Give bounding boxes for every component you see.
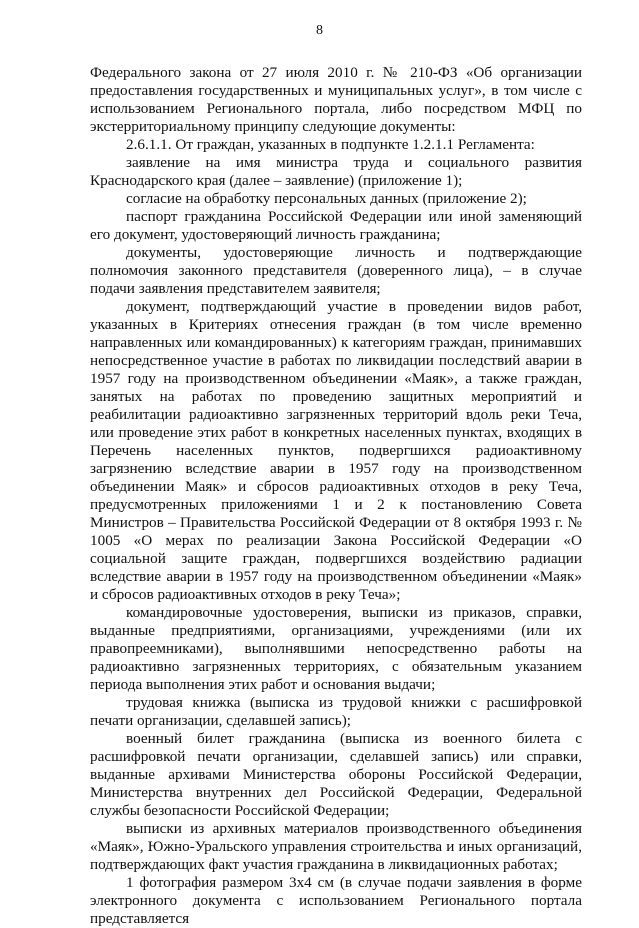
- paragraph-participation-document: документ, подтверждающий участие в проведении видов работ, указанных в Критериях отнесения граждан (в том числе временно направленных или командированных) к категориям граждан, принимавших непосредственное участие в работах по ликвидации последствий аварии в 1957 году на производственном объединении «Маяк», а также граждан, занятых на работах по проведению защитных мероприятий и реабилитации радиоактивно загрязненных территорий вдоль реки Теча, или проведение этих работ в конкретных населенных пунктах, входящих в Перечень населенных пунктов, подвергшихся радиоактивному загрязнению вследствие аварии в 1957 году на производственном объединении Маяк» и сбросов радиоактивных отходов в реку Теча, предусмотренных приложениями 1 и 2 к постановлению Совета Министров – Правительства Российской Федерации от 8 октября 1993 г. № 1005 «О мерах по реализации Закона Российской Федерации «О социальной защите граждан, подвергшихся воздействию радиации вследствие аварии в 1957 году на производственном объединении «Маяк» и сбросов радиоактивных отходов в реку Теча»;: [90, 298, 582, 603]
- paragraph-intro-continuation: Федерального закона от 27 июля 2010 г. № 210-ФЗ «Об организации предоставления государственных и муниципальных услуг», в том числе с использованием Регионального портала, либо посредством МФЦ по экстерриториальному принципу следующие документы:: [90, 64, 582, 135]
- paragraph-business-trip-certificates: командировочные удостоверения, выписки из приказов, справки, выданные предприятиями, организациями, учреждениями (или их правопреемниками), выполнявшими непосредственно работы на радиоактивно загрязненных территориях, с обязательным указанием периода выполнения этих работ и основания выдачи;: [90, 604, 582, 693]
- paragraph-work-record-book: трудовая книжка (выписка из трудовой книжки с расшифровкой печати организации, сделавшей запись);: [90, 694, 582, 729]
- paragraph-representative-documents: документы, удостоверяющие личность и подтверждающие полномочия законного представителя (доверенного лица), – в случае подачи заявления представителем заявителя;: [90, 244, 582, 297]
- paragraph-subsection-2-6-1-1: 2.6.1.1. От граждан, указанных в подпункте 1.2.1.1 Регламента:: [126, 136, 535, 153]
- paragraph-archive-extracts: выписки из архивных материалов производственного объединения «Маяк», Южно-Уральского управления строительства и иных организаций, подтверждающих факт участия гражданина в ликвидационных работах;: [90, 820, 582, 873]
- paragraph-photograph: 1 фотография размером 3х4 см (в случае подачи заявления в форме электронного документа с использованием Регионального портала представляется: [90, 874, 582, 927]
- paragraph-application: заявление на имя министра труда и социального развития Краснодарского края (далее – заявление) (приложение 1);: [90, 154, 582, 189]
- paragraph-passport: паспорт гражданина Российской Федерации или иной заменяющий его документ, удостоверяющий личность гражданина;: [90, 208, 582, 243]
- page-number: 8: [316, 23, 323, 38]
- paragraph-personal-data-consent: согласие на обработку персональных данных (приложение 2);: [126, 190, 527, 207]
- document-body: [90, 64, 582, 928]
- paragraph-military-id: военный билет гражданина (выписка из военного билета с расшифровкой печати организации, сделавшей запись) или справки, выданные архивами Министерства обороны Российской Федерации, Министерства внутренних дел Российской Федерации, Федеральной службы безопасности Российской Федерации;: [90, 730, 582, 819]
